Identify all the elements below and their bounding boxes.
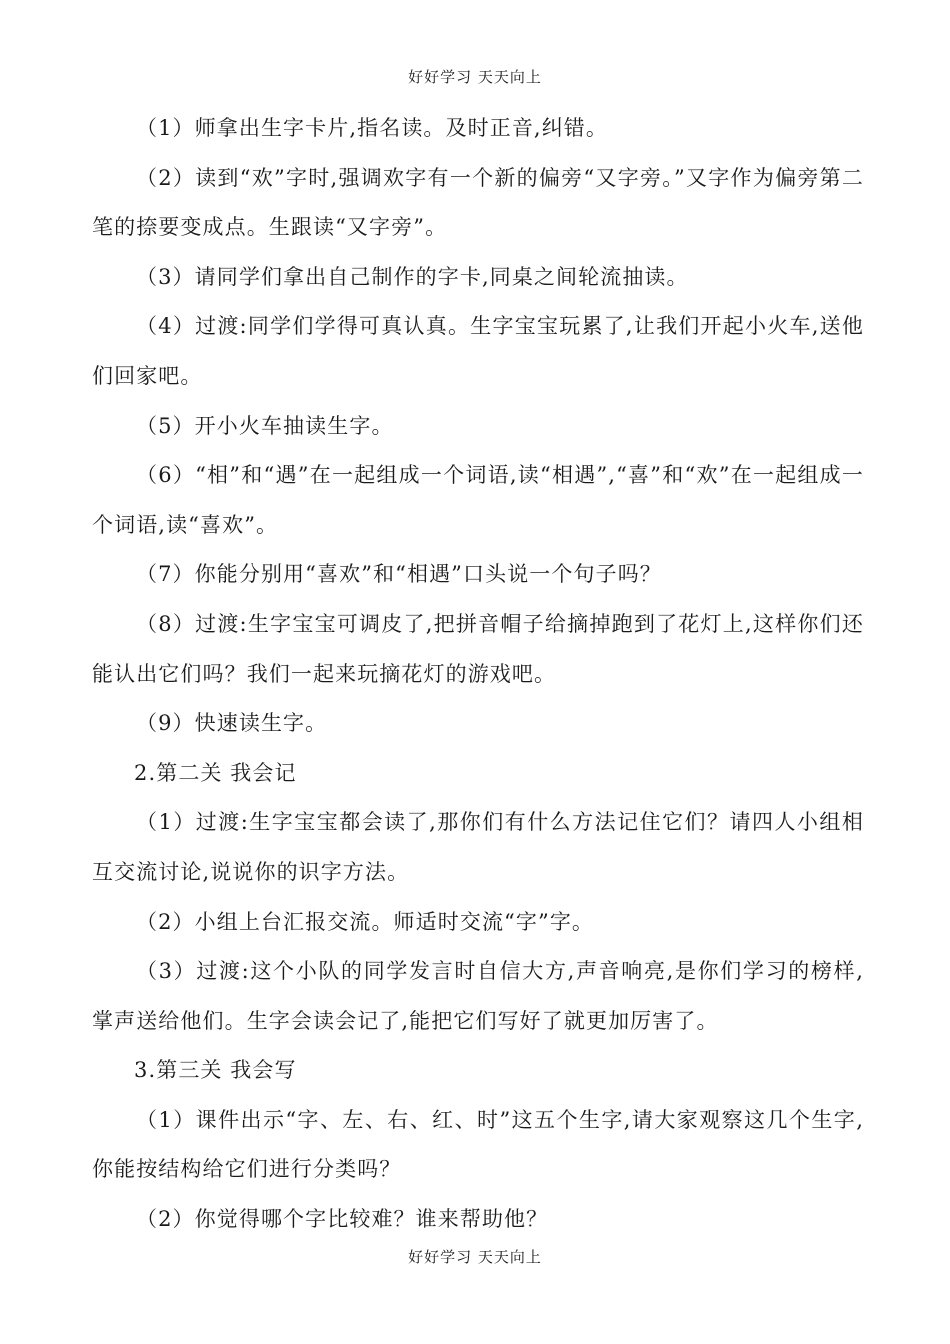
document-body: [92, 104, 864, 1245]
paragraph-4: （4）过渡:同学们学得可真认真。生字宝宝玩累了,让我们开起小火车,送他们回家吧。: [92, 314, 864, 388]
paragraph-6: （6）“相”和“遇”在一起组成一个词语,读“相遇”,“喜”和“欢”在一起组成一个词语,读“喜欢”。: [92, 463, 864, 537]
paragraph-12: （3）过渡:这个小队的同学发言时自信大方,声音响亮,是你们学习的榜样,掌声送给他们。生字会读会记了,能把它们写好了就更加厉害了。: [92, 959, 864, 1033]
paragraph-8: （8）过渡:生字宝宝可调皮了,把拼音帽子给摘掉跑到了花灯上,这样你们还能认出它们吗？我们一起来玩摘花灯的游戏吧。: [92, 611, 864, 686]
paragraph-11: （2）小组上台汇报交流。师适时交流“字”字。: [136, 909, 595, 934]
paragraph-2: （2）读到“欢”字时,强调欢字有一个新的偏旁“又字旁。”又字作为偏旁第二笔的捺要变成点。生跟读“又字旁”。: [92, 165, 864, 240]
page-header: 好好学习 天天向上: [408, 68, 542, 86]
paragraph-7: （7）你能分别用“喜欢”和“相遇”口头说一个句子吗？: [136, 562, 662, 587]
paragraph-13: （1）课件出示“字、左、右、红、时”这五个生字,请大家观察这几个生字,你能按结构给它们进行分类吗？: [92, 1107, 864, 1182]
paragraph-10: （1）过渡:生字宝宝都会读了,那你们有什么方法记住它们？请四人小组相互交流讨论,说说你的识字方法。: [92, 810, 864, 884]
paragraph-1: （1）师拿出生字卡片,指名读。及时正音,纠错。: [136, 116, 609, 140]
page-footer: 好好学习 天天向上: [408, 1248, 542, 1266]
section-heading-3: 3.第三关 我会写: [134, 1058, 297, 1083]
paragraph-14: （2）你觉得哪个字比较难？谁来帮助他？: [136, 1207, 549, 1232]
paragraph-5: （5）开小火车抽读生字。: [136, 413, 394, 438]
paragraph-9: （9）快速读生字。: [136, 711, 328, 736]
section-heading-2: 2.第二关 我会记: [134, 760, 297, 785]
paragraph-3: （3）请同学们拿出自己制作的字卡,同桌之间轮流抽读。: [136, 264, 689, 289]
